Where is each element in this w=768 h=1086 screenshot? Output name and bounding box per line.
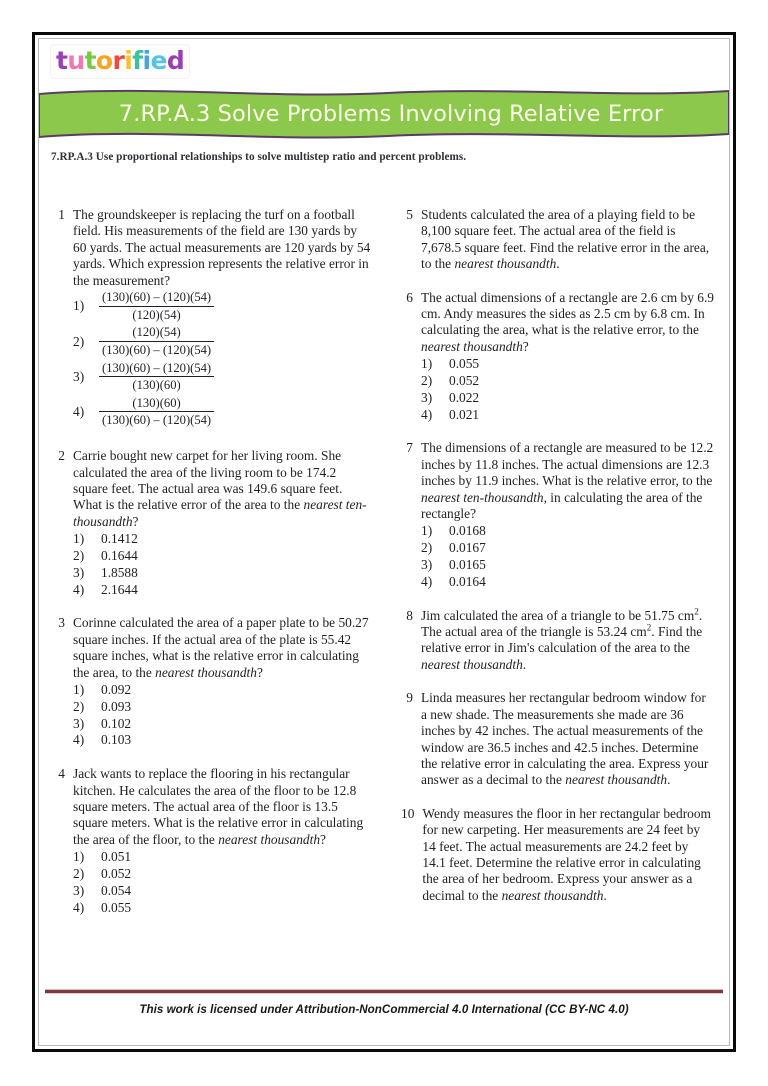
choice-label: 2) [73,866,85,882]
fraction-numerator: (130)(60) – (120)(54) [99,290,214,307]
choice-value: 0.0168 [449,523,486,539]
question-body [421,290,715,424]
choice-value: 0.051 [101,849,132,865]
question-number: 1 [58,207,65,222]
question-number: 5 [406,207,413,222]
worksheet-page [32,32,736,1052]
logo-letter-4: r [112,46,125,75]
logo-letter-8: e [150,46,167,75]
question-body [422,806,715,904]
choice-value: 2.1644 [101,581,138,597]
choice-value: 0.021 [449,406,480,422]
question-item [401,290,715,424]
choice-value: 0.022 [449,389,480,405]
question-body [73,615,371,749]
choice-label: 4) [73,404,85,420]
answer-choice[interactable] [421,523,715,540]
question-number: 9 [406,690,413,706]
choice-label: 4) [421,406,433,422]
question-body [421,608,715,674]
choice-value: 0.055 [101,899,132,915]
footer-divider [45,989,723,994]
question-text: Corinne calculated the area of a paper plate to be 50.27 square inches. If the actual area of the plate is 55.42 square inches, what is the relative error in calculating the area, to the nearest thousandth? [73,615,369,680]
answer-choice[interactable] [421,407,715,424]
question-item [53,207,371,431]
question-body [421,440,715,590]
answer-choice[interactable] [73,716,371,733]
question-body [73,766,371,916]
fraction-numerator: (130)(60) – (120)(54) [99,361,214,378]
logo-letter-9: d [166,46,185,75]
question-item [401,207,715,273]
choice-label: 3) [421,557,433,573]
question-item [401,440,715,590]
answer-choice[interactable] [73,866,371,883]
answer-choice[interactable] [73,900,371,917]
choice-label: 3) [421,389,433,405]
logo-letter-6: f [132,46,143,75]
question-body [421,207,715,273]
question-text: Linda measures her rectangular bedroom window for a new shade. The measurements she made are 36 inches by 42 inches. The actual measurements of the window are 36.5 inches and 42.5 inches. Determine the relative error in calculating the area. Express your answer as a decimal to the nearest thousandth. [421,690,709,788]
question-text: Wendy measures the floor in her rectangular bedroom for new carpeting. Her measurements are 24 feet by 14 feet. The actual measurements are 24.2 feet by 14.1 feet. Determine the relative error in calculating the area of her bedroom. Express your answer as a decimal to the nearest thousandth. [422,805,711,903]
logo-area [39,39,729,87]
question-item [401,806,715,904]
question-number: 10 [401,805,415,821]
fraction-expression [99,290,214,322]
choice-value: 0.1644 [101,548,138,564]
answer-choice[interactable] [73,682,371,699]
choice-label: 1) [73,298,85,314]
answer-choice[interactable] [421,574,715,591]
choice-value: 0.1412 [101,531,138,547]
fraction-expression [99,396,214,428]
choice-value [99,290,371,323]
answer-choice[interactable] [73,325,371,358]
choice-label: 4) [421,573,433,589]
choice-label: 4) [73,581,85,597]
choice-label: 4) [73,899,85,915]
answer-choice[interactable] [73,849,371,866]
logo-letter-2: t [84,46,96,75]
answer-choices [73,290,371,429]
answer-choice[interactable] [421,356,715,373]
logo-letter-3: o [95,46,113,75]
choice-label: 2) [73,548,85,564]
question-text: Jack wants to replace the flooring in his rectangular kitchen. He calculates the area of the floor to be 12.8 square meters. The actual area of the floor is 13.5 square meters. What is the relative error in calculating the area of the floor, to the nearest thousandth? [73,766,364,847]
choice-value: 0.055 [449,356,480,372]
choice-value: 0.052 [449,373,480,389]
choice-value: 0.093 [101,698,132,714]
fraction-denominator: (130)(60) – (120)(54) [102,413,212,428]
choice-value: 0.0165 [449,557,486,573]
choice-label: 4) [73,732,85,748]
questions-column-right [385,207,721,983]
fraction-denominator: (130)(60) – (120)(54) [102,342,212,357]
answer-choice[interactable] [73,531,371,548]
question-text: The dimensions of a rectangle are measured to be 12.2 inches by 11.8 inches. The actual dimensions are 12.3 inches by 11.9 inches. What is the relative error, to the nearest ten-thousandth, in calculating the area of the rectangle? [421,440,714,522]
fraction-expression [99,361,214,393]
choice-value: 0.052 [101,866,132,882]
question-item [401,690,715,788]
choice-label: 1) [73,531,85,547]
question-body [73,207,371,431]
question-number: 2 [58,448,65,464]
choice-value: 1.8588 [101,564,138,580]
title-banner [39,87,729,141]
fraction-numerator: (120)(54) [99,325,214,342]
question-item [53,766,371,916]
choice-value: 0.0164 [449,573,486,589]
answer-choice[interactable] [421,390,715,407]
answer-choice[interactable] [73,548,371,565]
choice-value: 0.103 [101,732,132,748]
choice-label: 1) [73,849,85,865]
fraction-denominator: (130)(60) [132,378,181,393]
answer-choice[interactable] [73,396,371,429]
question-text: The actual dimensions of a rectangle are 2.6 cm by 6.9 cm. Andy measures the sides as 2.5 cm by 6.8 cm. In calculating the area, what is the relative error, to the nearest thousandth? [421,289,714,354]
choice-label: 2) [421,540,433,556]
answer-choices [73,531,371,598]
page-inner-border [38,38,730,1046]
standard-description: 7.RP.A.3 Use proportional relationships to solve multistep ratio and percent problems. [51,151,467,163]
question-item [53,615,371,749]
question-body [73,448,371,598]
answer-choices [421,356,715,423]
answer-choice[interactable] [73,565,371,582]
choice-label: 2) [421,373,433,389]
choice-label: 1) [73,682,85,698]
answer-choice[interactable] [73,883,371,900]
answer-choices [73,682,371,749]
tutorified-logo [51,45,189,78]
question-number: 6 [406,289,413,305]
answer-choice[interactable] [73,290,371,323]
choice-value: 0.092 [101,682,132,698]
license-text: This work is licensed under Attribution-NonCommercial 4.0 International (CC BY-NC 4.0) [139,1003,629,1016]
fraction-numerator: (130)(60) [99,396,214,413]
question-number: 3 [58,615,65,631]
choice-label: 3) [73,715,85,731]
answer-choice[interactable] [73,361,371,394]
logo-letter-0: t [56,46,68,75]
logo-letter-1: u [67,46,85,75]
question-text: Carrie bought new carpet for her living room. She calculated the area of the living room to be 174.2 square feet. The actual area was 149.6 square feet. What is the relative error of the area to the nearest ten-thousandth? [73,448,367,529]
choice-label: 1) [421,356,433,372]
choice-value: 0.054 [101,882,132,898]
choice-label: 3) [73,882,85,898]
answer-choices [421,523,715,590]
question-number: 4 [58,766,65,782]
question-item [401,608,715,674]
answer-choices [73,849,371,916]
answer-choice[interactable] [421,540,715,557]
choice-value: 0.0167 [449,540,486,556]
questions-area [39,207,729,983]
answer-choice[interactable] [73,732,371,749]
choice-value [99,361,371,394]
answer-choice[interactable] [421,373,715,390]
choice-label: 3) [73,368,85,384]
choice-label: 2) [73,333,85,349]
footer [39,989,729,1035]
choice-label: 1) [421,523,433,539]
fraction-expression [99,325,214,357]
logo-letter-5: i [124,46,133,75]
question-item [53,448,371,598]
logo-letter-7: i [142,46,151,75]
choice-label: 3) [73,564,85,580]
answer-choice[interactable] [421,557,715,574]
choice-value [99,396,371,429]
answer-choice[interactable] [73,699,371,716]
question-text: The groundskeeper is replacing the turf on a football field. His measurements of the field are 130 yards by 60 yards. The actual measurements are 120 yards by 54 yards. Which expression represents the relative error in the measurement? [73,207,371,288]
choice-value: 0.102 [101,715,132,731]
question-text: Jim calculated the area of a triangle to be 51.75 $cm^2$. The actual area of the triangle is 53.24 $cm^2$. Find the relative error in Jim's calculation of the area to the nearest thousandth. [421,606,703,672]
questions-column-left [49,207,385,983]
answer-choice[interactable] [73,582,371,599]
question-number: 8 [406,607,413,623]
question-text: Students calculated the area of a playing field to be 8,100 square feet. The actual area of the field is 7,678.5 square feet. Find the relative error in the area, to the nearest thousandth. [421,207,710,272]
question-body [421,690,715,788]
choice-value [99,325,371,358]
fraction-denominator: (120)(54) [132,307,181,322]
question-number: 7 [406,440,413,456]
worksheet-title: 7.RP.A.3 Solve Problems Involving Relative Error [118,101,664,127]
choice-label: 2) [73,698,85,714]
